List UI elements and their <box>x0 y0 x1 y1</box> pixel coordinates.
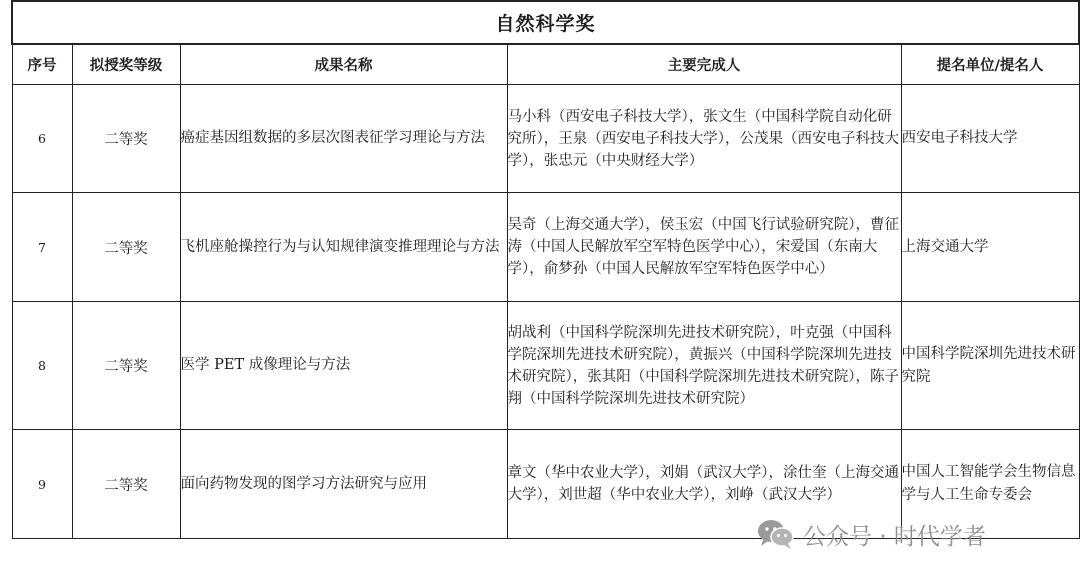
row-index: 7 <box>12 193 72 302</box>
row-index: 9 <box>12 430 72 539</box>
row-grade: 二等奖 <box>72 302 180 430</box>
row-people: 胡战利（中国科学院深圳先进技术研究院），叶克强（中国科学院深圳先进技术研究院），黄振兴（中国科学院深圳先进技术研究院），张其阳（中国科学院深圳先进技术研究院），陈子翔（中国科学院深圳先进技术研究院） <box>507 302 901 430</box>
row-nominator: 中国科学院深圳先进技术研究院 <box>901 302 1079 430</box>
row-nominator: 中国人工智能学会生物信息学与人工生命专委会 <box>901 430 1079 539</box>
header-index: 序号 <box>12 44 72 85</box>
watermark-text: 公众号 · 时代学者 <box>803 523 986 550</box>
row-grade: 二等奖 <box>72 193 180 302</box>
table-row <box>12 193 1079 302</box>
row-people: 马小科（西安电子科技大学），张文生（中国科学院自动化研究所），王泉（西安电子科技大学），公茂果（西安电子科技大学），张忠元（中央财经大学） <box>507 85 901 193</box>
row-grade: 二等奖 <box>72 430 180 539</box>
row-grade: 二等奖 <box>72 85 180 193</box>
row-people: 章文（华中农业大学），刘娟（武汉大学），涂仕奎（上海交通大学），刘世超（华中农业大学），刘峥（武汉大学） <box>507 430 901 539</box>
table-title-row <box>12 1 1079 44</box>
header-name: 成果名称 <box>180 44 507 85</box>
header-nominator: 提名单位/提名人 <box>901 44 1079 85</box>
row-name: 飞机座舱操控行为与认知规律演变推理理论与方法 <box>180 193 507 302</box>
row-name: 面向药物发现的图学习方法研究与应用 <box>180 430 507 539</box>
row-index: 8 <box>12 302 72 430</box>
row-nominator: 上海交通大学 <box>901 193 1079 302</box>
row-nominator: 西安电子科技大学 <box>901 85 1079 193</box>
header-grade: 拟授奖等级 <box>72 44 180 85</box>
row-name: 癌症基因组数据的多层次图表征学习理论与方法 <box>180 85 507 193</box>
watermark <box>757 516 986 552</box>
table-row <box>12 85 1079 193</box>
row-name: 医学 PET 成像理论与方法 <box>180 302 507 430</box>
wechat-icon <box>757 518 795 550</box>
header-people: 主要完成人 <box>507 44 901 85</box>
row-index: 6 <box>12 85 72 193</box>
row-people: 吴奇（上海交通大学），侯玉宏（中国飞行试验研究院），曹征涛（中国人民解放军空军特色医学中心），宋爱国（东南大学），俞梦孙（中国人民解放军空军特色医学中心） <box>507 193 901 302</box>
table-title: 自然科学奖 <box>12 1 1079 44</box>
table-header-row <box>12 44 1079 85</box>
award-table <box>11 0 1080 539</box>
table-row <box>12 302 1079 430</box>
